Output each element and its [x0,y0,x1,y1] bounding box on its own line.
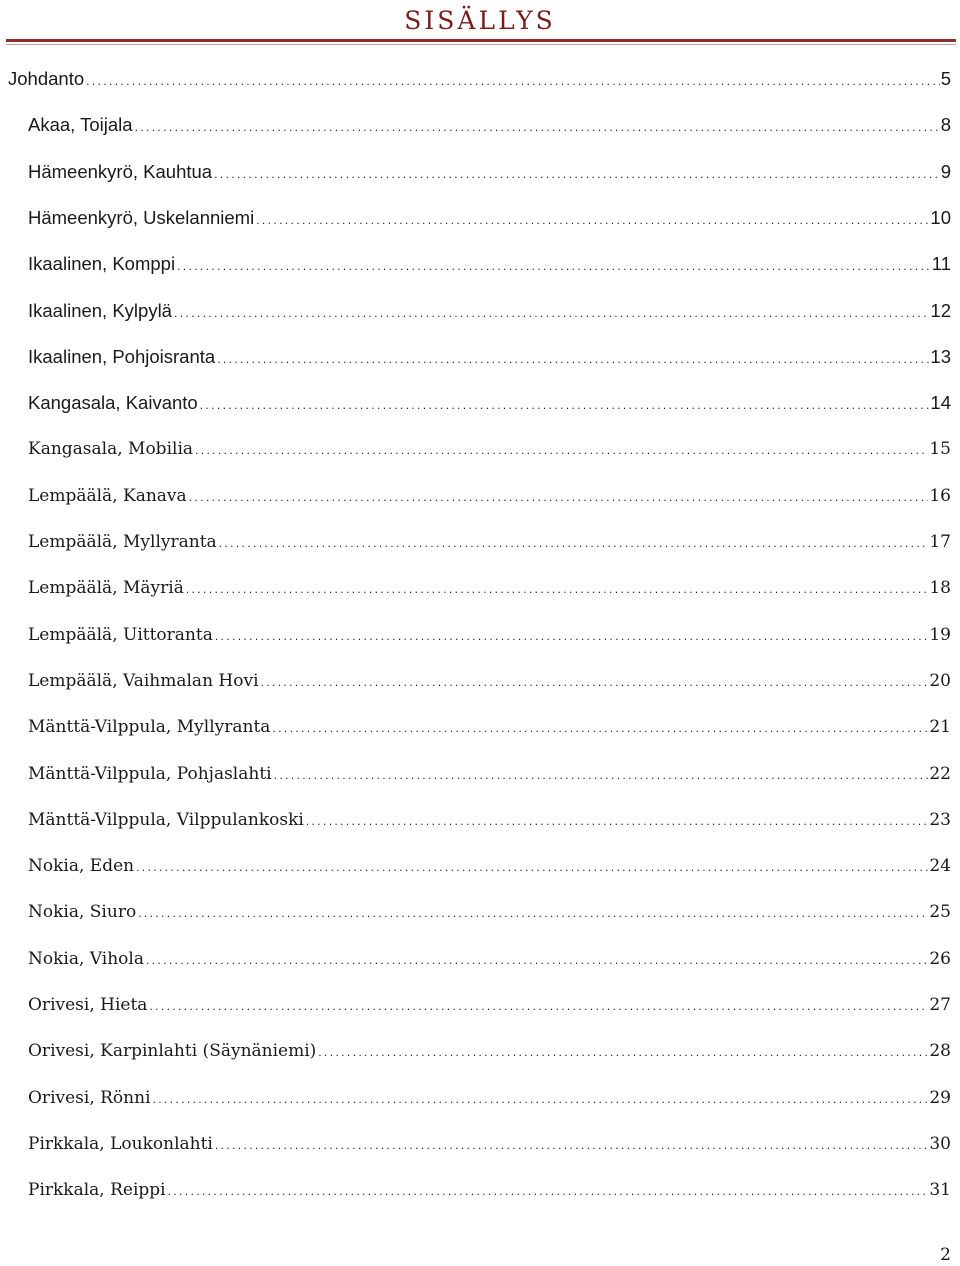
toc-entry-title: Orivesi, Hieta [28,995,148,1015]
toc-entry-page: 30 [929,1133,951,1154]
toc-entry-title: Akaa, Toijala [28,114,133,136]
toc-entry-page: 11 [931,253,951,275]
toc-dot-leader [194,436,928,465]
toc-entry-title: Johdanto [8,68,85,89]
toc-entry-title: Kangasala, Mobilia [28,439,194,460]
toc-entry-page: 13 [930,345,951,367]
toc-dot-leader [167,1177,929,1206]
toc-entry[interactable] [28,850,951,882]
toc-entry[interactable] [28,804,951,836]
toc-entry-page: 29 [929,1087,951,1108]
toc-entry[interactable] [8,63,951,95]
toc-entry-title: Lempäälä, Vaihmalan Hovi [28,670,259,691]
toc-entry[interactable] [28,109,951,141]
toc-entry[interactable] [28,1082,951,1114]
toc-entry-title: Lempäälä, Myllyranta [28,532,217,552]
toc-entry-page: 10 [930,206,951,228]
toc-dot-leader [218,529,929,558]
toc-entry-title: Lempäälä, Kanava [28,485,187,506]
toc-dot-leader [145,946,928,975]
toc-entry-title: Orivesi, Karpinlahti (Säynäniemi) [28,1041,317,1062]
toc-entry-title: Mänttä-Vilppula, Myllyranta [28,717,271,738]
toc-entry[interactable] [28,1128,951,1160]
heading-rule [6,39,956,42]
toc-entry-title: Mänttä-Vilppula, Pohjaslahti [28,763,272,784]
toc-entry-page: 22 [929,763,951,784]
toc-entry[interactable] [28,526,951,558]
toc-entry[interactable] [28,619,951,651]
toc-dot-leader [214,622,929,651]
toc-entry-title: Pirkkala, Reippi [28,1180,166,1201]
toc-entry-page: 14 [930,392,951,414]
toc-dot-leader [317,1038,928,1067]
heading-rule-thin [6,44,956,45]
toc-dot-leader [134,113,940,141]
toc-entry-title: Mänttä-Vilppula, Vilppulankoski [28,809,304,830]
toc-entry-page: 9 [940,160,951,182]
toc-dot-leader [185,575,929,604]
toc-entry[interactable] [28,1035,951,1067]
toc-entry-title: Orivesi, Rönni [28,1087,151,1108]
toc-entry-title: Nokia, Vihola [28,948,144,969]
toc-dot-leader [135,853,928,882]
toc-dot-leader [188,483,929,512]
toc-entry-title: Ikaalinen, Komppi [28,253,176,275]
toc-entry-title: Hämeenkyrö, Kauhtua [28,160,213,182]
toc-entry[interactable] [28,202,951,234]
toc-entry-page: 16 [929,485,951,506]
toc-entry[interactable] [28,156,951,188]
toc-dot-leader [271,714,928,743]
toc-entry-page: 21 [929,717,951,738]
toc-entry[interactable] [28,248,951,280]
toc-entry-page: 5 [940,68,951,89]
toc-entry[interactable] [28,572,951,604]
toc-entry-page: 23 [929,809,951,830]
toc-entry-page: 19 [929,624,951,645]
toc-dot-leader [216,345,929,373]
toc-entry-title: Lempäälä, Uittoranta [28,624,213,645]
toc-entry[interactable] [28,387,951,419]
toc-entry-page: 12 [930,299,951,321]
toc-entry-title: Nokia, Siuro [28,902,137,923]
toc-entry-page: 8 [940,114,951,136]
toc-dot-leader [137,899,928,928]
toc-entry[interactable] [28,295,951,327]
toc-dot-leader [305,807,929,836]
toc-entry-title: Lempäälä, Mäyriä [28,578,184,599]
toc-entry[interactable] [28,896,951,928]
toc-dot-leader [173,299,929,327]
toc-entry-page: 15 [929,439,951,460]
toc-entry-page: 28 [929,1041,951,1062]
toc-entry[interactable] [28,989,951,1021]
toc-dot-leader [176,252,931,280]
toc-entry[interactable] [28,480,951,512]
toc-dot-leader [148,992,928,1021]
toc-entry[interactable] [28,1174,951,1206]
toc-entry-page: 25 [929,902,951,923]
toc-dot-leader [260,668,929,697]
toc-dot-leader [85,67,940,95]
toc-entry[interactable] [28,433,951,465]
toc-entry-page: 27 [929,995,951,1015]
toc-entry[interactable] [28,711,951,743]
toc-entry-page: 17 [929,532,951,552]
toc-entry-page: 24 [929,856,951,877]
toc-dot-leader [152,1085,929,1114]
toc-dot-leader [273,761,929,790]
toc-entry[interactable] [28,665,951,697]
toc-dot-leader [255,206,929,234]
page-heading: SISÄLLYS [404,6,556,35]
toc-entry-page: 18 [929,578,951,599]
toc-entry[interactable] [28,341,951,373]
toc-entry-title: Nokia, Eden [28,856,135,877]
toc-entry-page: 26 [929,948,951,969]
toc-entry-page: 20 [929,670,951,691]
toc-entry-page: 31 [929,1180,951,1201]
toc-dot-leader [199,391,930,419]
toc-entry-title: Ikaalinen, Kylpylä [28,299,172,321]
toc-entry-title: Hämeenkyrö, Uskelanniemi [28,206,255,228]
toc-entry[interactable] [28,758,951,790]
toc-entry-title: Pirkkala, Loukonlahti [28,1133,213,1154]
toc-entry[interactable] [28,943,951,975]
toc-dot-leader [213,160,940,188]
toc-dot-leader [214,1131,928,1160]
toc-entry-title: Ikaalinen, Pohjoisranta [28,345,216,367]
page-number: 2 [940,1245,951,1265]
toc-entry-title: Kangasala, Kaivanto [28,392,198,414]
